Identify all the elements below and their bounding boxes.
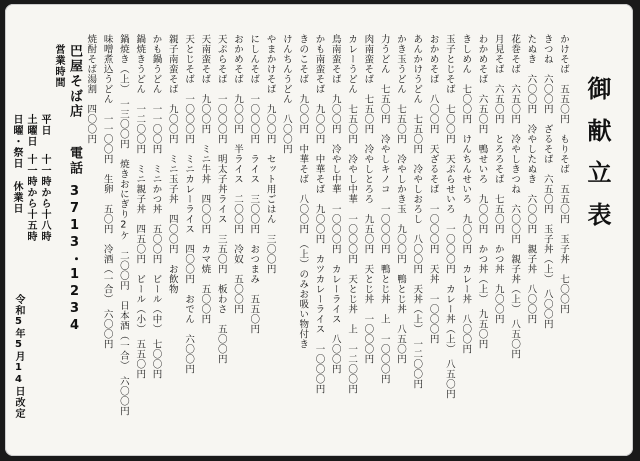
menu-column: 天とじそば 一〇〇〇円 ミニカレーライス 四〇〇円 おでん 六〇〇円 <box>183 34 195 374</box>
hours-label: 営業時間 <box>53 44 64 88</box>
menu-column: 力うどん 七五〇円 冷やしキノコ 一〇〇〇円 鴨とじ丼 上 一〇〇〇円 <box>378 34 390 384</box>
revised-date: 令和5年5月14日改定 <box>13 294 24 419</box>
tel-number: 3713・1234 <box>67 184 82 335</box>
menu-column: かけそば 五五〇円 もりそば 五五〇円 玉子丼 七〇〇円 <box>558 34 569 314</box>
sat-hours: 十一時から十五時 <box>25 154 36 242</box>
menu-sheet <box>5 4 633 456</box>
menu-column: 鍋焼きうどん 一二〇〇円 ミニ親子丼 四五〇円 ビール（小） 五五〇円 <box>134 34 146 380</box>
menu-column: けんちんうどん 八〇〇円 <box>280 34 292 154</box>
menu-column: かも南蛮そば 九〇〇円 中華そば 九〇〇円 カツカレーライス 一〇〇〇円 <box>313 34 325 394</box>
sat-label: 土曜日 <box>25 114 36 147</box>
menu-column: 月見そば 六五〇円 とろろそば 七五〇円 かつ丼 九〇〇円 <box>492 34 504 324</box>
menu-column: 肉南蛮そば 七五〇円 冷やしとろろ 九五〇円 天とじ丼 一〇〇〇円 <box>362 34 374 364</box>
shop-name: 巴屋そば店 <box>67 44 82 119</box>
menu-column: たぬき 六〇〇円 冷やしたぬき 六〇〇円 親子丼 八〇〇円 <box>525 34 537 324</box>
menu-column: 鳥南蛮そば 九〇〇円 冷やし中華 一〇〇〇円 カレーライス 八〇〇円 <box>329 34 341 374</box>
menu-column: 焼酎そば湯割 四〇〇円 <box>85 34 97 144</box>
menu-column: おかめそば 八〇〇円 天ざるそば 一〇〇〇円 天丼 一〇〇〇円 <box>427 34 439 344</box>
menu-column: きのこそば 九〇〇円 中華そば 八〇〇円 （上）のみお吸い物付き <box>297 34 309 350</box>
menu-column: あんかけうどん 七五〇円 冷やしおろし 八〇〇円 天丼（上） 一二〇〇円 <box>411 34 423 390</box>
menu-column: わかめそば 六五〇円 鴨せいろ 九〇〇円 かつ丼（上） 九五〇円 <box>476 34 488 350</box>
menu-column: 鍋焼き（上） 一三〇〇円 焼きおにぎり2ケ 二〇〇円 日本酒（一合） 六〇〇円 <box>117 34 129 416</box>
menu-column: 天ぷらそば 一〇〇〇円 明太子丼ライス 三五〇円 板わさ 五〇〇円 <box>215 34 227 364</box>
weekday-label: 平日 <box>39 114 50 136</box>
closed-days: 日曜・祭日 休業日 <box>11 114 22 214</box>
menu-column: 味噌煮込うどん 一一〇〇円 生卵 五〇円 冷酒（一合） 六〇〇円 <box>101 34 113 350</box>
menu-column: かも鍋うどん 一一〇〇円 ミニかつ丼 五〇〇円 ビール（中） 七〇〇円 <box>150 34 162 380</box>
menu-column: にしんそば 一〇〇〇円 ライス 三〇〇円 おつまみ 五五〇円 <box>248 34 260 334</box>
menu-column: おかめそば 九〇〇円 半ライス 二〇〇円 冷奴 五〇〇円 <box>232 34 243 314</box>
menu-column: きしめん 七〇〇円 けんちんせいろ 九〇〇円 カレー丼 八〇〇円 <box>460 34 472 354</box>
menu-column: カレーうどん 七五〇円 冷やし中華 一〇〇〇円 天とじ丼 上 一二〇〇円 <box>346 34 358 394</box>
menu-column: 親子南蛮そば 九〇〇円 ミニ玉子丼 四〇〇円 お飲物 <box>166 34 178 294</box>
menu-column: きつね 六〇〇円 ざるそば 六五〇円 玉子丼（上） 八〇〇円 <box>541 34 553 330</box>
menu-column: 天南蛮そば 九〇〇円 ミニ牛丼 四〇〇円 カマ焼 五〇〇円 <box>199 34 211 324</box>
tel-label: 電話 <box>67 146 82 176</box>
menu-column: やまかけそば 九〇〇円 セット用ごはん 三〇〇円 <box>264 34 276 274</box>
weekday-hours: 十一時から十八時 <box>39 154 50 242</box>
menu-column: 花巻そば 六五〇円 冷やしきつね 六〇〇円 親子丼（上） 八五〇円 <box>509 34 521 360</box>
menu-column: 玉子とじそば 七〇〇円 天ぷらせいろ 一〇〇〇円 カレー丼（上） 八五〇円 <box>443 34 455 400</box>
menu-column: かき玉うどん 七五〇円 冷やしかき玉 九〇〇円 鴨とじ丼 八五〇円 <box>395 34 406 364</box>
page-title: 御献立表 <box>583 76 611 244</box>
